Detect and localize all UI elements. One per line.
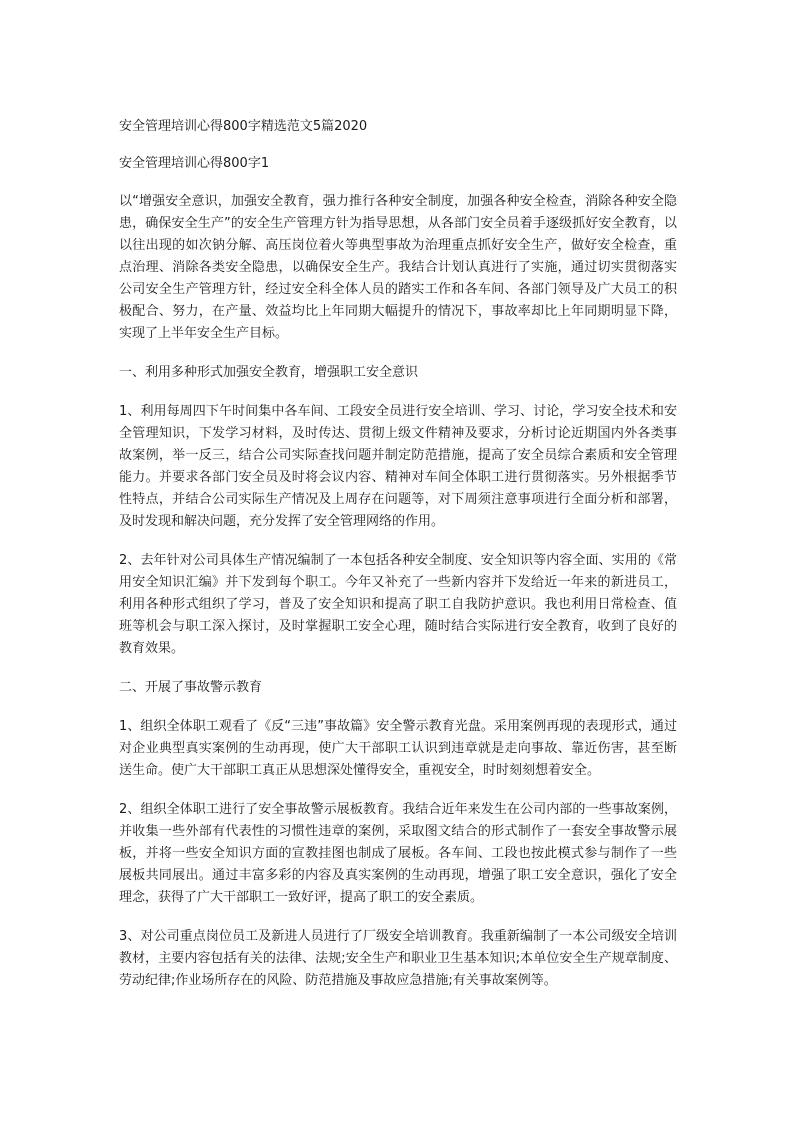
section-2-heading: 二、开展了事故警示教育 — [119, 680, 263, 695]
document-page — [119, 117, 677, 1009]
section-1-heading: 一、利用多种形式加强安全教育，增强职工安全意识 — [119, 365, 419, 380]
section-1-paragraph-1: 1、利用每周四下午时间集中各车间、工段安全员进行安全培训、学习、讨论，学习安全技术和安全管理知识，下发学习材料，及时传达、贯彻上级文件精神及要求，分析讨论近期国内外各类事故案例，举一反三，结合公司实际查找问题并制定防范措施，提高了安全员综合素质和安全管理能力。并要求各部门安全员及时将会议内容、精神对车间全体职工进行贯彻落实。另外根据季节性特点，并结合公司实际生产情况及上周存在问题等，对下周须注意事项进行全面分析和部署，及时发现和解决问题，充分发挥了安全管理网络的作用。 — [119, 404, 677, 529]
section-1-paragraph-2: 2、去年针对公司具体生产情况编制了一本包括各种安全制度、安全知识等内容全面、实用的《常用安全知识汇编》并下发到每个职工。今年又补充了一些新内容并下发给近一年来的新进员工，利用各种形式组织了学习，普及了安全知识和提高了职工自我防护意识。我也利用日常检查、值班等机会与职工深入探讨，及时掌握职工安全心理，随时结合实际进行安全教育，收到了良好的教育效果。 — [119, 553, 677, 656]
section-2-paragraph-3: 3、对公司重点岗位员工及新进人员进行了厂级安全培训教育。我重新编制了一本公司级安全培训教材，主要内容包括有关的法律、法规;安全生产和职业卫生基本知识;本单位安全生产规章制度、劳动纪律;作业场所存在的风险、防范措施及事故应急措施;有关事故案例等。 — [119, 929, 677, 988]
intro-paragraph: 以“增强安全意识，加强安全教育，强力推行各种安全制度，加强各种安全检查，消除各种安全隐患，确保安全生产”的安全生产管理方针为指导思想，从各部门安全员着手逐级抓好安全教育，以以往出现的如次钠分解、高压岗位着火等典型事故为治理重点抓好安全生产，做好安全检查，重点治理、消除各类安全隐患，以确保安全生产。我结合计划认真进行了实施，通过切实贯彻落实公司安全生产管理方针，经过安全科全体人员的踏实工作和各车间、各部门领导及广大员工的积极配合、努力，在产量、效益均比上年同期大幅提升的情况下，事故率却比上年同期明显下降，实现了上半年安全生产目标。 — [119, 194, 677, 341]
document-title: 安全管理培训心得800字精选范文5篇2020 — [119, 119, 368, 134]
section-2-paragraph-2: 2、组织全体职工进行了安全事故警示展板教育。我结合近年来发生在公司内部的一些事故案例，并收集一些外部有代表性的习惯性违章的案例，采取图文结合的形式制作了一套安全事故警示展板，并将一些安全知识方面的宣教挂图也制成了展板。各车间、工段也按此模式参与制作了一些展板共同展出。通过丰富多彩的内容及真实案例的生动再现，增强了职工安全意识，强化了安全理念，获得了广大干部职工一致好评，提高了职工的安全素质。 — [119, 802, 677, 905]
section-2-paragraph-1: 1、组织全体职工观看了《反“三违”事故篇》安全警示教育光盘。采用案例再现的表现形式，通过对企业典型真实案例的生动再现，使广大干部职工认识到违章就是走向事故、靠近伤害，甚至断送生命。使广大干部职工真正从思想深处懂得安全，重视安全，时时刻刻想着安全。 — [119, 719, 677, 778]
section-subtitle: 安全管理培训心得800字1 — [119, 156, 270, 171]
